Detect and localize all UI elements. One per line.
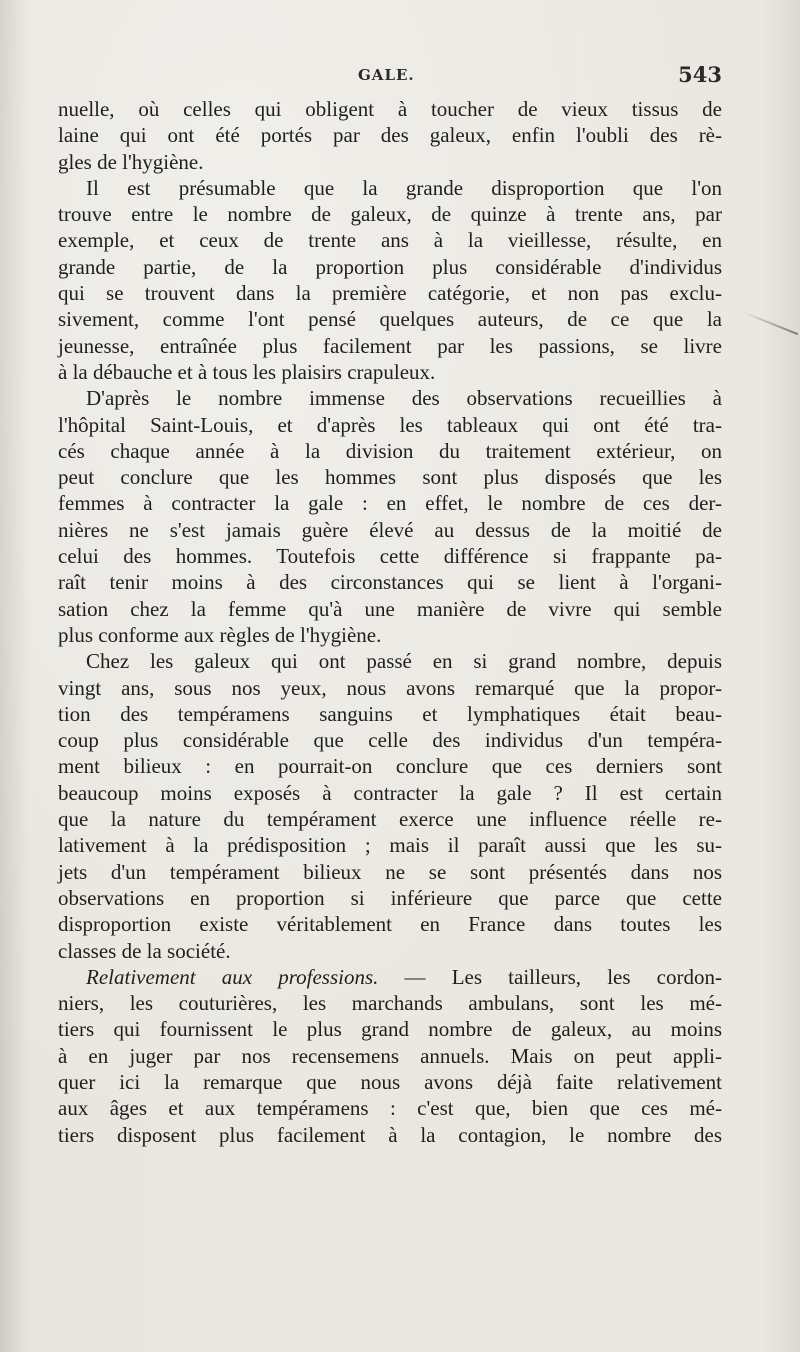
text-line: tiers qui fournissent le plus grand nombre de galeux, au moins: [58, 1017, 722, 1042]
paragraph-observations: [58, 385, 722, 648]
paragraph-presumable: [58, 175, 722, 385]
paragraph-professions: [58, 964, 722, 1148]
text-line: à en juger par nos recensemens annuels. Mais on peut appli-: [58, 1043, 722, 1068]
text-line: sation chez la femme qu'à une manière de vivre qui semble: [58, 596, 722, 621]
page-number: 543: [678, 62, 722, 87]
text-line: Il est présumable que la grande disproportion que l'on: [86, 175, 722, 200]
text-line: nières ne s'est jamais guère élevé au dessus de la moitié de: [58, 517, 722, 542]
text-line: ment bilieux : en pourrait-on conclure que ces derniers sont: [58, 754, 722, 779]
body-text: [58, 96, 722, 1148]
text-line: trouve entre le nombre de galeux, de quinze à trente ans, par: [58, 202, 722, 227]
text-line: à la débauche et à tous les plaisirs crapuleux.: [58, 359, 436, 384]
text-line: tiers disposent plus facilement à la contagion, le nombre des: [58, 1122, 722, 1147]
paragraph-temperaments: [58, 648, 722, 964]
running-head: GALE.: [358, 66, 415, 84]
text-line: raît tenir moins à des circonstances qui se lient à l'organi-: [58, 570, 722, 595]
text-line: exemple, et ceux de trente ans à la vieillesse, résulte, en: [58, 228, 722, 253]
ink-stroke-mark: [742, 311, 798, 335]
text-line: tion des tempéramens sanguins et lymphatiques était beau-: [58, 701, 722, 726]
text-line: [58, 964, 722, 990]
text-fragment: — Les tailleurs, les cordon-: [378, 964, 722, 989]
text-line: nuelle, où celles qui obligent à toucher de vieux tissus de: [58, 97, 722, 121]
text-line: beaucoup moins exposés à contracter la gale ? Il est certain: [58, 780, 722, 805]
text-line: Chez les galeux qui ont passé en si grand nombre, depuis: [86, 649, 722, 674]
text-line: cés chaque année à la division du traitement extérieur, on: [58, 438, 722, 463]
text-line: quer ici la remarque que nous avons déjà faite relativement: [58, 1069, 722, 1094]
text-line: laine qui ont été portés par des galeux, enfin l'oubli des rè-: [58, 123, 722, 148]
text-line: aux âges et aux tempéramens : c'est que, bien que ces mé-: [58, 1096, 722, 1121]
text-line: lativement à la prédisposition ; mais il paraît aussi que les su-: [58, 833, 722, 858]
text-line: l'hôpital Saint-Louis, et d'après les tableaux qui ont été tra-: [58, 412, 722, 437]
text-line: sivement, comme l'ont pensé quelques auteurs, de ce que la: [58, 307, 722, 332]
text-line: grande partie, de la proportion plus considérable d'individus: [58, 254, 722, 279]
italic-lead: Relativement aux professions.: [86, 964, 379, 989]
text-line: qui se trouvent dans la première catégorie, et non pas exclu-: [58, 281, 722, 306]
text-line: celui des hommes. Toutefois cette différence si frappante pa-: [58, 544, 722, 569]
text-line: coup plus considérable que celle des individus d'un tempéra-: [58, 728, 722, 753]
text-line: peut conclure que les hommes sont plus disposés que les: [58, 465, 722, 490]
text-line: femmes à contracter la gale : en effet, le nombre de ces der-: [58, 491, 722, 516]
text-line: classes de la société.: [58, 938, 231, 963]
paragraph-continuation: [58, 96, 722, 175]
text-line: D'après le nombre immense des observations recueillies à: [86, 386, 722, 411]
page-header: [58, 62, 722, 92]
text-line: vingt ans, sous nos yeux, nous avons remarqué que la propor-: [58, 675, 722, 700]
text-line: jeunesse, entraînée plus facilement par les passions, se livre: [58, 333, 722, 358]
text-line: plus conforme aux règles de l'hygiène.: [58, 622, 382, 647]
text-line: que la nature du tempérament exerce une influence réelle re-: [58, 807, 722, 832]
text-line: niers, les couturières, les marchands ambulans, sont les mé-: [58, 991, 722, 1016]
text-line: gles de l'hygiène.: [58, 149, 204, 174]
text-line: disproportion existe véritablement en France dans toutes les: [58, 912, 722, 937]
text-line: jets d'un tempérament bilieux ne se sont présentés dans nos: [58, 859, 722, 884]
text-line: observations en proportion si inférieure que parce que cette: [58, 885, 722, 910]
